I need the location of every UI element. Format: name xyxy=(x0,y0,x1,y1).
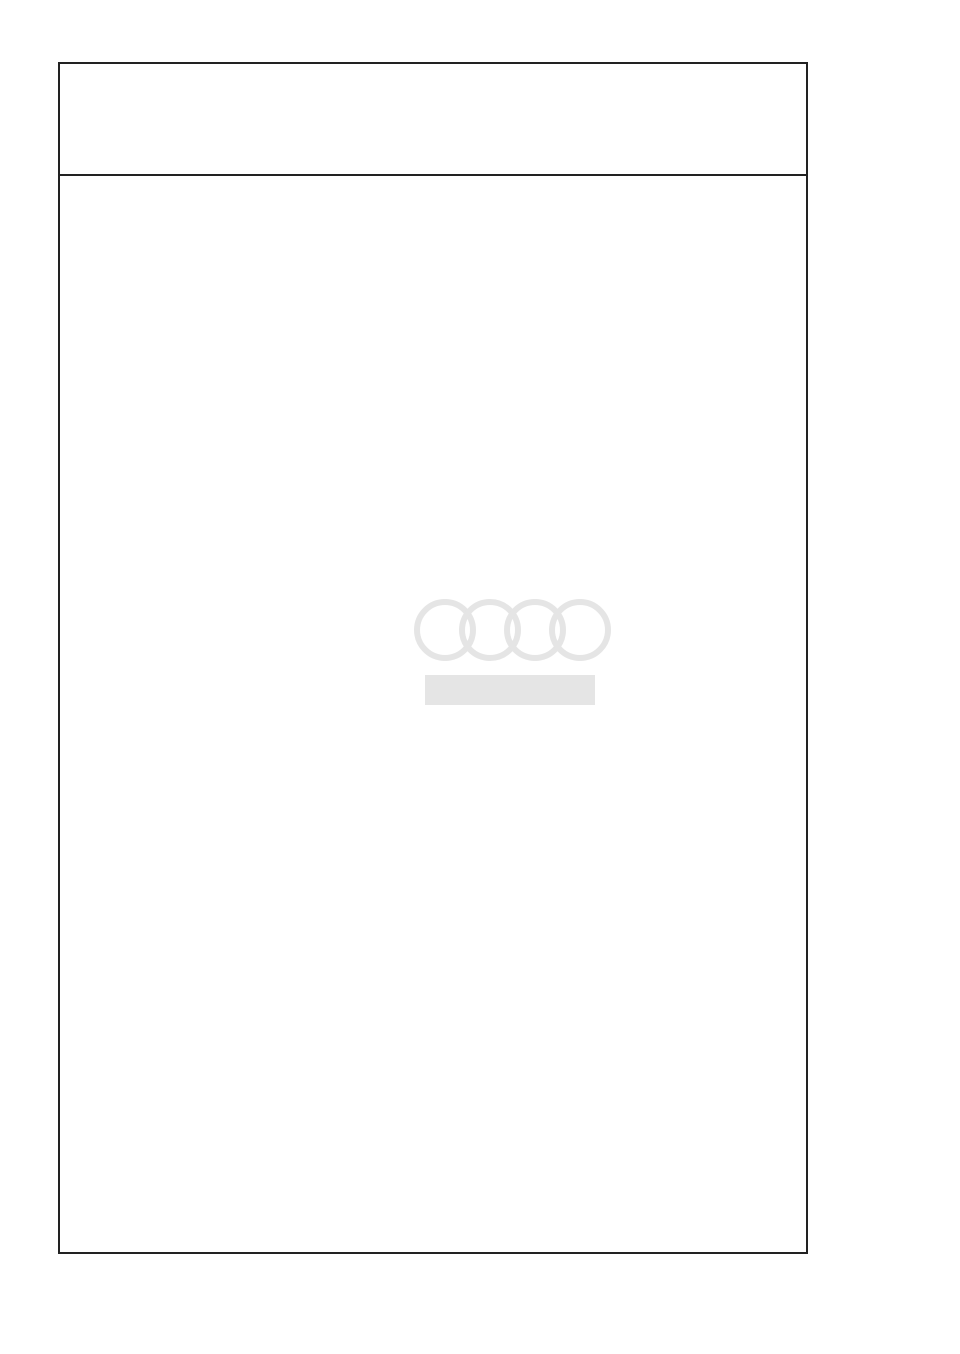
emblem-watermark xyxy=(405,590,615,720)
blank-header-area xyxy=(60,64,806,176)
side-watermark xyxy=(2,372,42,932)
